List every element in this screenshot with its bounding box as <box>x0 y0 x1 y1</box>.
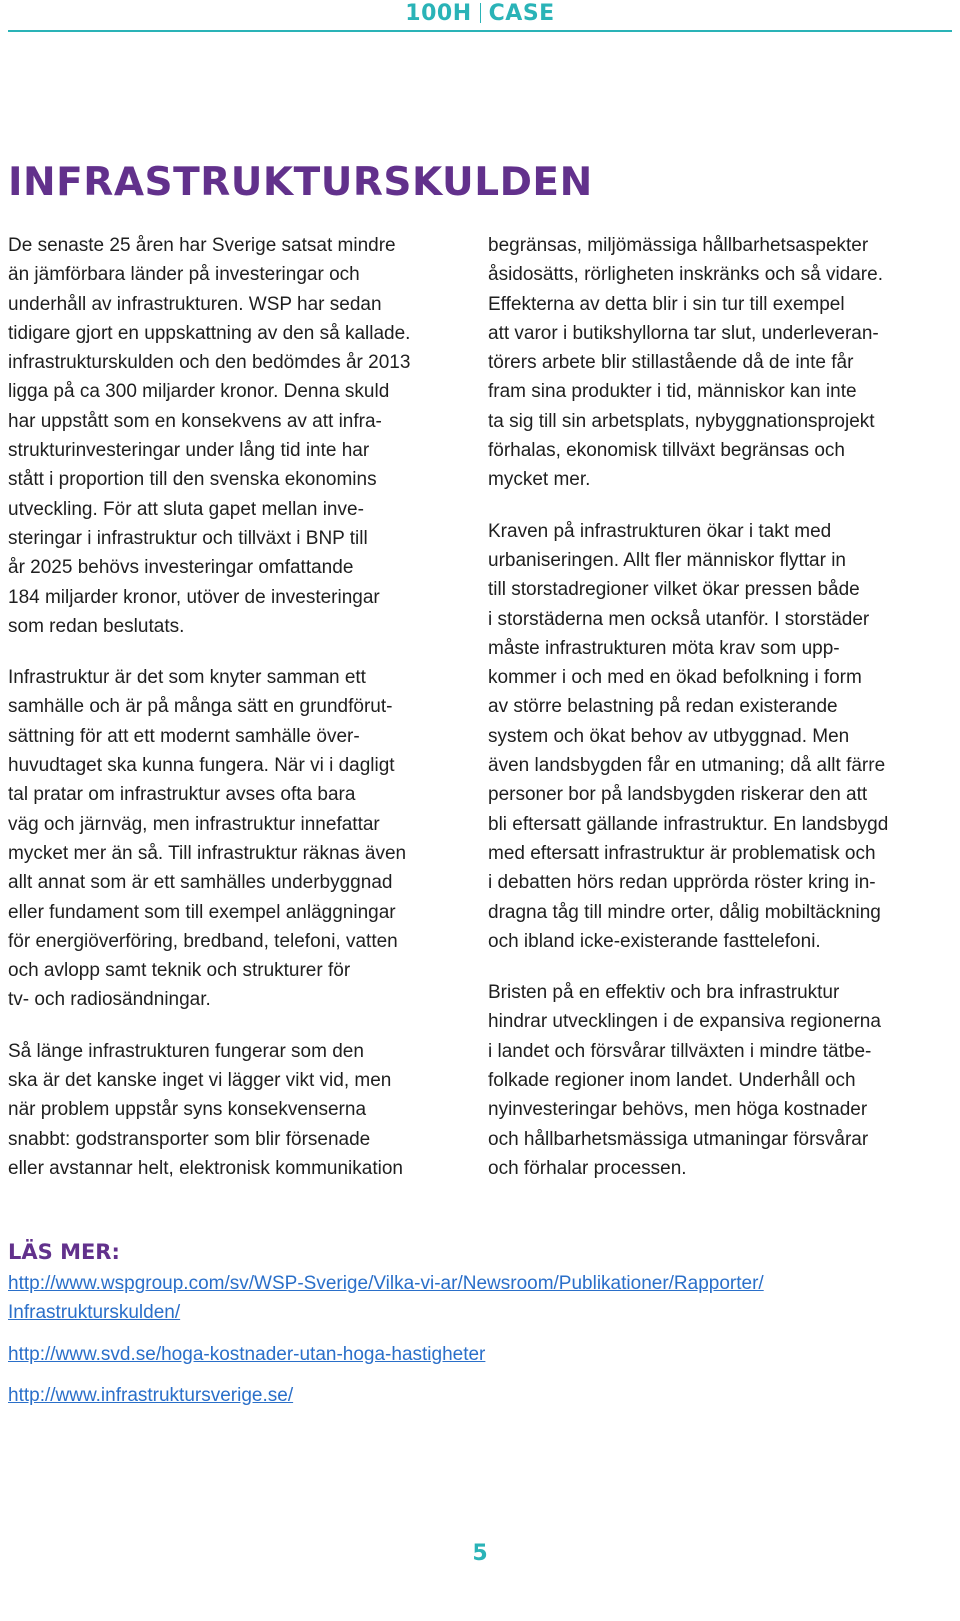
infrastruktursverige-link[interactable]: http://www.infrastruktursverige.se/ <box>8 1384 294 1406</box>
article-title: INFRASTRUKTURSKULDEN <box>8 160 593 205</box>
paragraph: begränsas, miljömässiga hållbarhetsaspekter åsidosätts, rörligheten inskränks och så vidare. Effekterna av detta blir i sin tur till exempel att varor i butikshyllorna tar slut, underleveran- törers arbete blir stillastående då de inte får fram sina produkter i tid, människor kan inte ta sig till sin arbetsplats, nybyggnationsprojekt förhalas, ekonomisk tillväxt begränsas och mycket mer. <box>488 235 883 491</box>
read-more-section <box>8 1237 952 1422</box>
read-more-heading: LÄS MER: <box>8 1240 120 1264</box>
paragraph: Så länge infrastrukturen fungerar som den ska är det kanske inget vi lägger vikt vid, men när problem uppstår syns konsekvenserna snabbt: godstransporter som blir försenade eller avstannar helt, elektronisk kommunikation <box>8 1040 403 1179</box>
header-right-label: CASE <box>488 1 555 26</box>
paragraph: Kraven på infrastrukturen ökar i takt med urbaniseringen. Allt fler människor flyttar in till storstadregioner vilket ökar pressen både i storstäderna men också utanför. I storstäder måste infrastrukturen möta krav som upp- kommer i och med en ökad befolkning i form av större belastning på redan existerande system och ökat behov av utbyggnad. Men även landsbygden får en utmaning; då allt färre personer bor på landsbygden riskerar den att bli eftersatt gällande infrastruktur. En landsbygd med eftersatt infrastruktur är problematisk och i debatten hörs redan upprörda röster kring in- dragna tåg till mindre orter, dålig mobiltäckning och ibland icke-existerande fasttelefoni. <box>488 520 889 952</box>
paragraph: De senaste 25 åren har Sverige satsat mindre än jämförbara länder på investeringar och underhåll av infrastrukturen. WSP har sedan tidigare gjort en uppskattning av den så kallade. infrastrukturskulden och den bedömdes år 2013 ligga på ca 300 miljarder kronor. Denna skuld har uppstått som en konsekvens av att infra- strukturinvesteringar under lång tid inte har stått i proportion till den svenska ekonomins utveckling. För att sluta gapet mellan inve- steringar i infrastruktur och tillväxt i BNP till år 2025 behövs investeringar omfattande 184 miljarder kronor, utöver de investeringar som redan beslutats. <box>8 235 411 637</box>
paragraph: Infrastruktur är det som knyter samman ett samhälle och är på många sätt en grundförut- sättning för att ett modernt samhälle över- huvudtaget ska kunna fungera. När vi i dagligt tal pratar om infrastruktur avses ofta bara väg och järnväg, men infrastruktur innefattar mycket mer än så. Till infrastruktur räknas även allt annat som är ett samhälles underbyggnad eller fundament som till exempel anläggningar för energiöverföring, bredband, telefoni, vatten och avlopp samt teknik och strukturer för tv- och radiosändningar. <box>8 667 407 1011</box>
header-section-label <box>405 1 554 26</box>
header-divider <box>480 3 481 23</box>
right-column <box>488 231 928 1205</box>
header-left-label: 100H <box>405 1 472 26</box>
wsp-report-link[interactable]: http://www.wspgroup.com/sv/WSP-Sverige/Vilka-vi-ar/Newsroom/Publikationer/Rapporter/ Infrastrukturskulden/ <box>8 1273 764 1324</box>
paragraph: Bristen på en effektiv och bra infrastruktur hindrar utvecklingen i de expansiva regionerna i landet och försvårar tillväxten i mindre tätbe- folkade regioner inom landet. Underhåll och nyinvesteringar behövs, men höga kostnader och hållbarhetsmässiga utmaningar försvårar och förhalar processen. <box>488 982 881 1179</box>
left-column <box>8 231 448 1205</box>
page-header <box>8 0 952 32</box>
page-number: 5 <box>472 1541 488 1566</box>
svd-article-link[interactable]: http://www.svd.se/hoga-kostnader-utan-hoga-hastigheter <box>8 1343 486 1365</box>
